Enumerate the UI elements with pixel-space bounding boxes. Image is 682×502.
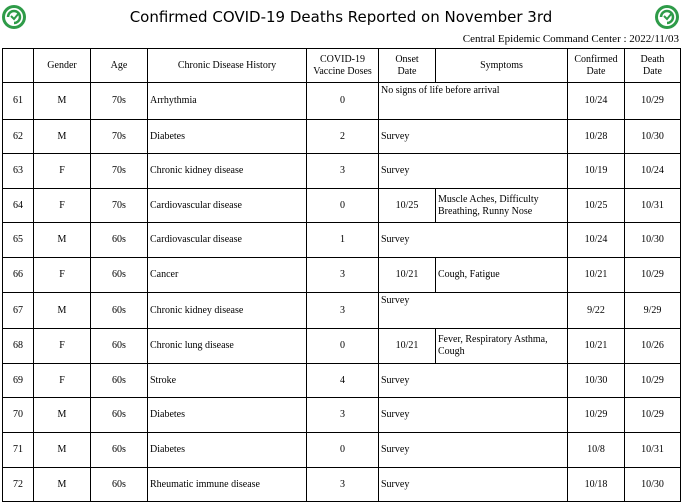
confirmed-cell: 9/22 — [568, 292, 625, 329]
table-row — [3, 257, 681, 292]
history-cell: Stroke — [148, 363, 307, 398]
col-header-no — [3, 49, 34, 83]
death-cell: 10/29 — [625, 363, 681, 398]
symptoms-cell: Survey — [379, 223, 568, 258]
col-header-onset: Onset Date — [379, 49, 436, 83]
history-cell: Arrhythmia — [148, 83, 307, 120]
table-row — [3, 83, 681, 120]
doses-cell: 0 — [307, 188, 379, 223]
table-row — [3, 188, 681, 223]
table-row — [3, 363, 681, 398]
death-cell: 10/26 — [625, 329, 681, 364]
age-cell: 70s — [91, 119, 148, 154]
case-number: 72 — [3, 467, 34, 502]
symptoms-cell: No signs of life before arrival — [379, 83, 568, 120]
death-cell: 10/30 — [625, 119, 681, 154]
history-cell: Chronic kidney disease — [148, 292, 307, 329]
case-number: 66 — [3, 257, 34, 292]
gender-cell: M — [34, 223, 91, 258]
col-header-confirmed: Confirmed Date — [568, 49, 625, 83]
history-cell: Chronic lung disease — [148, 329, 307, 364]
symptoms-cell: Survey — [379, 292, 568, 329]
doses-cell: 3 — [307, 257, 379, 292]
confirmed-cell: 10/19 — [568, 154, 625, 189]
death-cell: 10/31 — [625, 188, 681, 223]
symptoms-cell: Muscle Aches, Difficulty Breathing, Runny Nose — [436, 188, 568, 223]
case-number: 68 — [3, 329, 34, 364]
age-cell: 60s — [91, 257, 148, 292]
symptoms-cell: Cough, Fatigue — [436, 257, 568, 292]
symptoms-cell: Survey — [379, 398, 568, 433]
page-title: Confirmed COVID-19 Deaths Reported on November 3rd — [129, 8, 553, 26]
symptoms-cell: Survey — [379, 432, 568, 467]
history-cell: Cardiovascular disease — [148, 188, 307, 223]
table-row — [3, 223, 681, 258]
doses-cell: 3 — [307, 398, 379, 433]
doses-cell: 0 — [307, 432, 379, 467]
table-row — [3, 398, 681, 433]
death-cell: 10/29 — [625, 398, 681, 433]
case-number: 70 — [3, 398, 34, 433]
death-cell: 10/30 — [625, 467, 681, 502]
case-number: 67 — [3, 292, 34, 329]
age-cell: 60s — [91, 223, 148, 258]
col-header-history: Chronic Disease History — [148, 49, 307, 83]
table-row — [3, 119, 681, 154]
history-cell: Chronic kidney disease — [148, 154, 307, 189]
gender-cell: M — [34, 432, 91, 467]
gender-cell: M — [34, 83, 91, 120]
history-cell: Diabetes — [148, 398, 307, 433]
table-header-row — [3, 49, 681, 83]
death-cell: 10/31 — [625, 432, 681, 467]
report-source-date: Central Epidemic Command Center : 2022/11/03 — [462, 33, 679, 45]
gender-cell: F — [34, 329, 91, 364]
history-cell: Cancer — [148, 257, 307, 292]
case-number: 64 — [3, 188, 34, 223]
onset-cell: 10/21 — [379, 329, 436, 364]
table-row — [3, 292, 681, 329]
deaths-table — [2, 48, 681, 502]
case-number: 62 — [3, 119, 34, 154]
death-cell: 10/24 — [625, 154, 681, 189]
gender-cell: F — [34, 257, 91, 292]
age-cell: 60s — [91, 363, 148, 398]
symptoms-cell: Survey — [379, 119, 568, 154]
history-cell: Diabetes — [148, 432, 307, 467]
table-row — [3, 432, 681, 467]
death-cell: 10/30 — [625, 223, 681, 258]
col-header-gender: Gender — [34, 49, 91, 83]
col-header-vaccine: COVID-19 Vaccine Doses — [307, 49, 379, 83]
doses-cell: 0 — [307, 329, 379, 364]
confirmed-cell: 10/21 — [568, 257, 625, 292]
confirmed-cell: 10/30 — [568, 363, 625, 398]
case-number: 63 — [3, 154, 34, 189]
doses-cell: 3 — [307, 467, 379, 502]
gender-cell: F — [34, 363, 91, 398]
symptoms-cell: Survey — [379, 467, 568, 502]
case-number: 69 — [3, 363, 34, 398]
doses-cell: 2 — [307, 119, 379, 154]
age-cell: 70s — [91, 83, 148, 120]
gender-cell: M — [34, 467, 91, 502]
table-row — [3, 329, 681, 364]
confirmed-cell: 10/8 — [568, 432, 625, 467]
onset-cell: 10/25 — [379, 188, 436, 223]
symptoms-cell: Fever, Respiratory Asthma, Cough — [436, 329, 568, 364]
doses-cell: 4 — [307, 363, 379, 398]
confirmed-cell: 10/25 — [568, 188, 625, 223]
symptoms-cell: Survey — [379, 154, 568, 189]
age-cell: 60s — [91, 329, 148, 364]
col-header-death: Death Date — [625, 49, 681, 83]
table-row — [3, 467, 681, 502]
doses-cell: 1 — [307, 223, 379, 258]
doses-cell: 3 — [307, 292, 379, 329]
gender-cell: F — [34, 154, 91, 189]
case-number: 61 — [3, 83, 34, 120]
age-cell: 60s — [91, 467, 148, 502]
gender-cell: M — [34, 292, 91, 329]
history-cell: Diabetes — [148, 119, 307, 154]
age-cell: 60s — [91, 292, 148, 329]
age-cell: 60s — [91, 432, 148, 467]
confirmed-cell: 10/24 — [568, 83, 625, 120]
case-number: 71 — [3, 432, 34, 467]
age-cell: 70s — [91, 154, 148, 189]
col-header-symptoms: Symptoms — [436, 49, 568, 83]
doses-cell: 0 — [307, 83, 379, 120]
confirmed-cell: 10/21 — [568, 329, 625, 364]
col-header-age: Age — [91, 49, 148, 83]
confirmed-cell: 10/29 — [568, 398, 625, 433]
death-cell: 9/29 — [625, 292, 681, 329]
death-cell: 10/29 — [625, 83, 681, 120]
onset-cell: 10/21 — [379, 257, 436, 292]
confirmed-cell: 10/28 — [568, 119, 625, 154]
table-body — [3, 83, 681, 502]
gender-cell: M — [34, 398, 91, 433]
age-cell: 70s — [91, 188, 148, 223]
gender-cell: F — [34, 188, 91, 223]
history-cell: Rheumatic immune disease — [148, 467, 307, 502]
age-cell: 60s — [91, 398, 148, 433]
doses-cell: 3 — [307, 154, 379, 189]
table-row — [3, 154, 681, 189]
symptoms-cell: Survey — [379, 363, 568, 398]
death-cell: 10/29 — [625, 257, 681, 292]
confirmed-cell: 10/24 — [568, 223, 625, 258]
gender-cell: M — [34, 119, 91, 154]
history-cell: Cardiovascular disease — [148, 223, 307, 258]
case-number: 65 — [3, 223, 34, 258]
confirmed-cell: 10/18 — [568, 467, 625, 502]
